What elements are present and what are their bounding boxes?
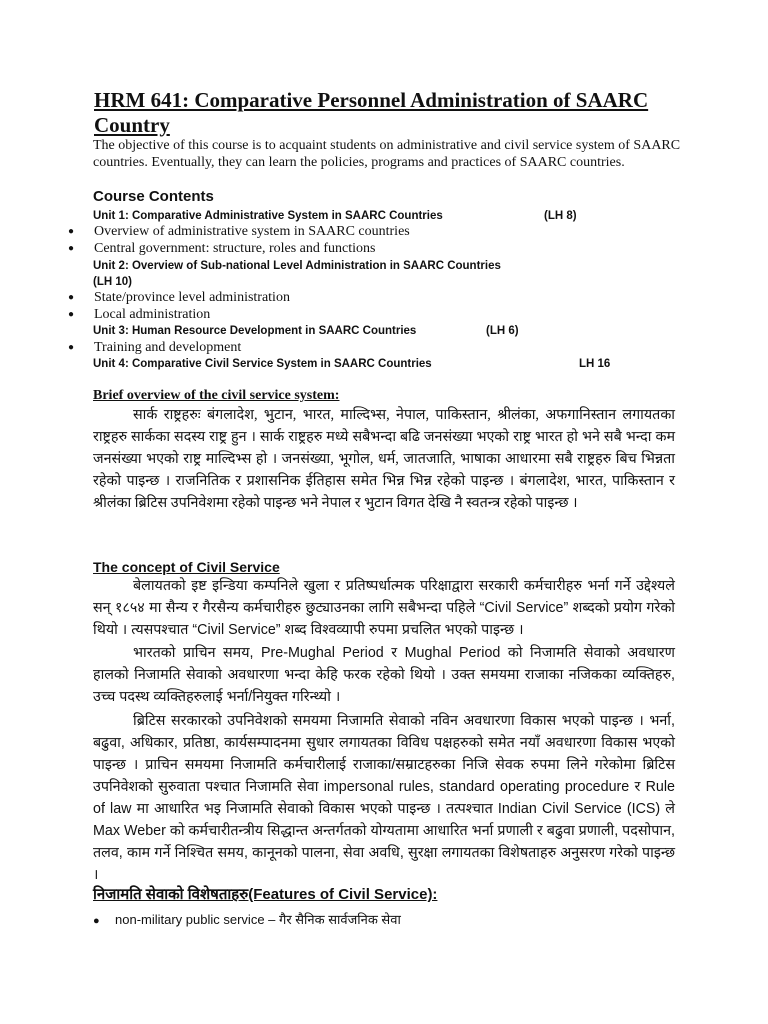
bullet-icon: ● [93,915,100,927]
unit-1-hours: (LH 8) [544,210,577,222]
bullet-icon: ● [68,243,75,254]
unit-4-hours: LH 16 [579,358,611,370]
features-heading: निजामति सेवाको विशेषताहरु(Features of Civil Service): [93,886,438,903]
bullet-icon: ● [68,342,75,353]
unit-3-hours: (LH 6) [486,325,519,337]
civil-service-paragraph-2: भारतको प्राचिन समय, Pre-Mughal Period र Mughal Period को निजामति सेवाको अवधारण हालको निजामति सेवाको अवधारणा भन्दा केहि फरक रहेको थियो । उक्त समयमा राजाका नजिकका व्यक्तिहरु, उच्च पदस्थ व्यक्तिहरुलाई भर्ना/नियुक्त गरिन्थ्यो । [93,645,675,705]
list-item: ● Central government: structure, roles and functions [68,241,376,256]
bullet-icon: ● [68,309,75,320]
unit-4-title: Unit 4: Comparative Civil Service System in SAARC Countries [93,358,432,370]
list-item: ● Local administration [68,307,211,322]
bullet-icon: ● [68,226,75,237]
unit-1-title: Unit 1: Comparative Administrative System in SAARC Countries [93,210,443,222]
list-item: ● Training and development [68,340,242,355]
civil-service-concept-heading: The concept of Civil Service [93,559,280,575]
civil-service-paragraph-1: बेलायतको इष्ट इन्डिया कम्पनिले खुला र प्रतिष्पर्धात्मक परिक्षाद्वारा सरकारी कर्मचारीहरु भर्ना गर्ने उद्देश्यले सन् १८५४ मा सैन्य र गैरसैन्य कर्मचारीहरु छुट्याउनका लागि सबैभन्दा पहिले “Civil Service” शब्दको प्रयोग गरेको थियो । त्यसपश्चात “Civil Service” शब्द विश्वव्यापी रुपमा प्रचलित भएको पाइन्छ । [93,578,675,638]
list-item: ● State/province level administration [68,290,290,305]
list-item: ● Overview of administrative system in SAARC countries [68,224,410,239]
page-title: HRM 641: Comparative Personnel Administration of SAARC Country [94,88,649,137]
course-objective: The objective of this course is to acquaint students on administrative and civil service system of SAARC countries. Eventually, they can learn the policies, programs and practices of SAARC countries. [93,138,681,170]
unit-3-title: Unit 3: Human Resource Development in SAARC Countries [93,325,417,337]
brief-overview-text: सार्क राष्ट्रहरुः बंगलादेश, भुटान, भारत, माल्दिभ्स, नेपाल, पाकिस्तान, श्रीलंका, अफगानिस्तान लगायतका राष्ट्रहरु सार्कका सदस्य राष्ट्र हुन । सार्क राष्ट्रहरु मध्ये सबैभन्दा बढि जनसंख्या भएको राष्ट्र भारत हो भने सबै भन्दा कम जनसंख्या भएको राष्ट्र माल्दिभ्स हो । जनसंख्या, भूगोल, धर्म, जातजाति, भाषाका आधारमा सबै राष्ट्रहरु बिच भिन्नता रहेको पाइन्छ । राजनितिक र प्रशासनिक ईतिहास समेत भिन्न भिन्न रहेको पाइन्छ । बंगलादेश, भारत, पाकिस्तान र श्रीलंका ब्रिटिस उपनिवेशमा रहेको पाइन्छ भने नेपाल र भुटान विगत देखि नै स्वतन्त्र रहेको पाइन्छ । [93,407,675,511]
civil-service-paragraph-3: ब्रिटिस सरकारको उपनिवेशको समयमा निजामति सेवाको नविन अवधारणा विकास भएको पाइन्छ । भर्ना, बढुवा, अधिकार, प्रतिष्ठा, कार्यसम्पादनमा सुधार लगायतका विविध पक्षहरुको समेत नयाँ अवधारणा विकास भएको पाइन्छ । प्राचिन समयमा निजामति कर्मचारीलाई राजाका/सम्राटहरुका निजि सेवक रुपमा लिने गरेकोमा ब्रिटिस उपनिवेशको सुरुवाता पश्चात निजामति सेवा impersonal rules, standard operating procedure र Rule of law मा आधारित भइ निजामति सेवाको विकास भएको पाइन्छ । तत्पश्चात Indian Civil Service (ICS) ले Max Weber को कर्मचारीतन्त्रीय सिद्धान्त अन्तर्गतको योग्यतामा आधारित भर्ना प्रणाली र बढुवा प्रणाली, पदसोपान, तलव, काम गर्ने निश्चित समय, कानूनको पालना, सेवा अवधि, सुरक्षा लगायतका विशेषताहरु अनुसरण गरेको पाइन्छ । [93,713,675,883]
bullet-icon: ● [68,292,75,303]
unit-2-title: Unit 2: Overview of Sub-national Level Administration in SAARC Countries [93,260,501,272]
unit-2-hours: (LH 10) [93,276,132,288]
course-contents-heading: Course Contents [93,188,214,205]
brief-overview-heading: Brief overview of the civil service system: [93,388,340,403]
list-item: ● non-military public service – गैर सैनिक सार्वजनिक सेवा [93,912,401,927]
